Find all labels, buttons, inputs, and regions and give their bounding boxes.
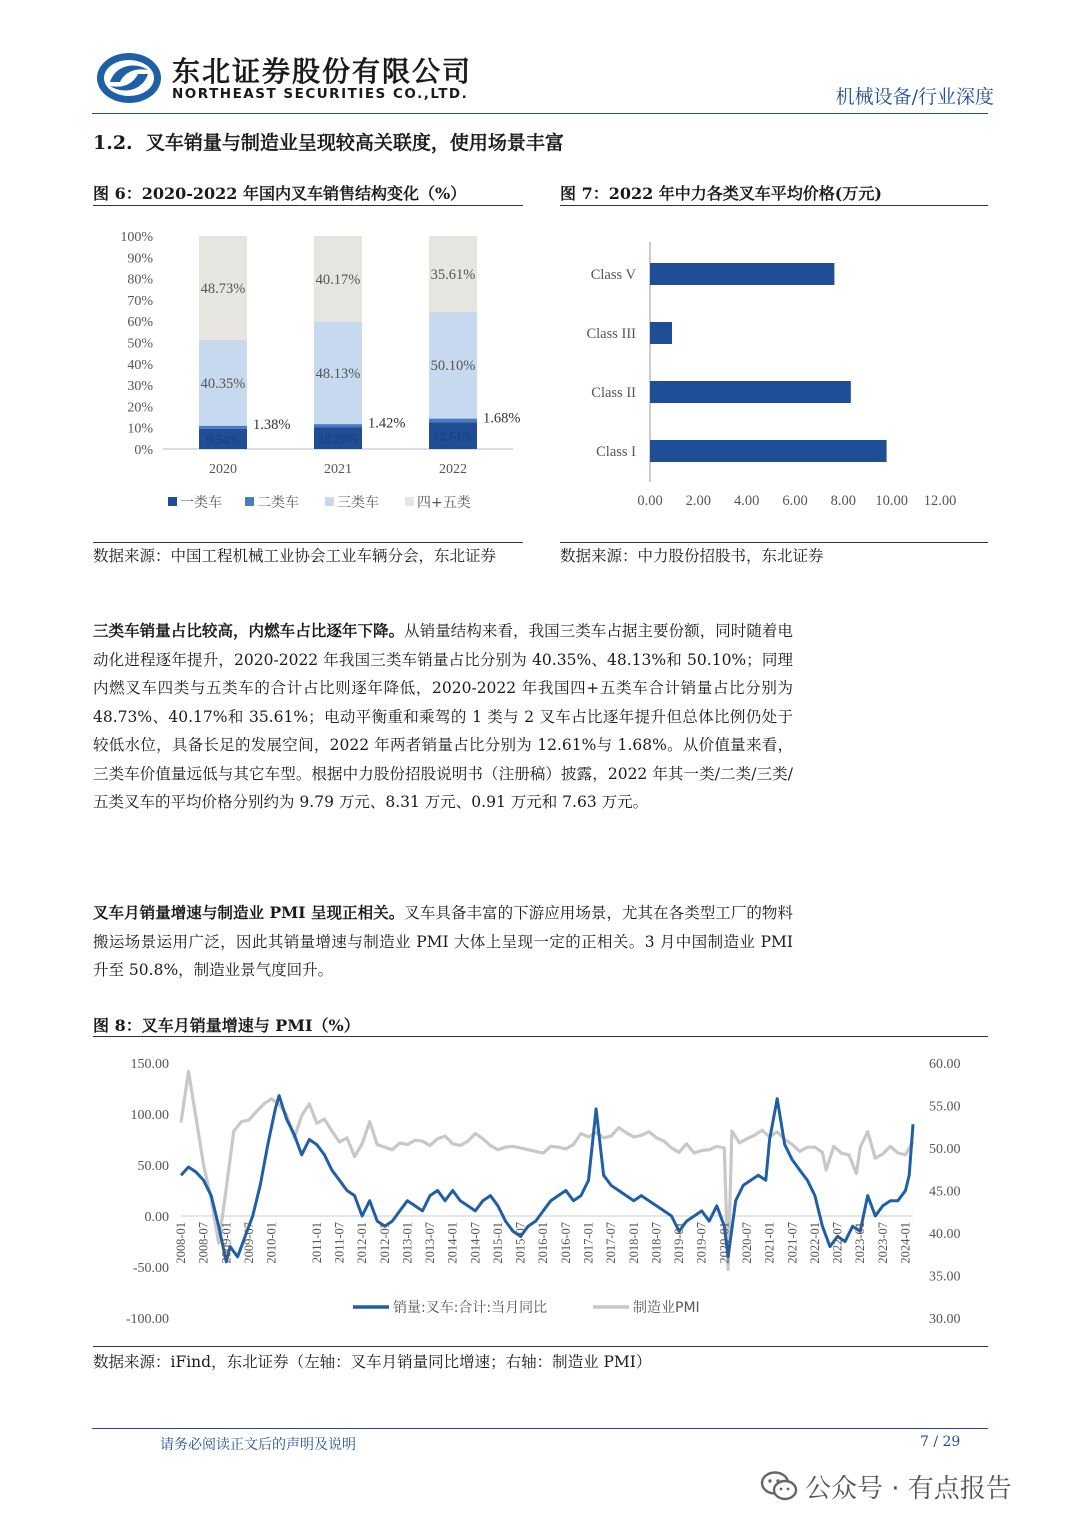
fig7-xtick-label: 0.00 xyxy=(637,493,663,509)
fig8-xtick-label: 2023-01 xyxy=(853,1222,868,1264)
fig7-category-label: Class II xyxy=(591,385,636,401)
fig8-xtick-label: 2012-01 xyxy=(355,1222,370,1264)
fig6-legend-swatch xyxy=(168,497,177,506)
fig7-source: 数据来源：中力股份招股书，东北证券 xyxy=(560,547,824,565)
fig7-category-label: Class I xyxy=(596,444,636,460)
fig8-xtick-label: 2009-01 xyxy=(219,1222,234,1264)
fig8-xtick-label: 2011-01 xyxy=(309,1222,324,1264)
footer-disclaimer: 请务必阅读正文后的声明及说明 xyxy=(160,1437,356,1453)
fig7-bottom-rule xyxy=(560,542,988,543)
company-name-en: NORTHEAST SECURITIES CO.,LTD. xyxy=(172,86,469,102)
fig6-ytick-label: 0% xyxy=(134,443,153,458)
fig6-category-label: 2022 xyxy=(439,462,467,477)
paragraph-pmi-lead: 叉车月销量增速与制造业 PMI 呈现正相关。 xyxy=(93,903,405,922)
fig6-ytick-label: 30% xyxy=(127,379,153,395)
fig7-category-label: Class III xyxy=(586,326,636,342)
fig8-xtick-label: 2020-01 xyxy=(717,1222,732,1264)
fig7-bar xyxy=(650,381,851,403)
fig6-legend-swatch xyxy=(405,497,414,506)
fig6-data-label: 1.68% xyxy=(483,410,521,427)
fig7-bar xyxy=(650,263,834,285)
fig6-category-label: 2020 xyxy=(209,462,237,477)
paragraph-pmi xyxy=(93,899,793,985)
fig6-bottom-rule xyxy=(93,542,523,543)
fig6-ytick-label: 60% xyxy=(127,315,153,331)
fig7-xtick-label: 2.00 xyxy=(685,493,712,509)
fig6-data-label: 48.73% xyxy=(200,280,246,297)
fig8-chart xyxy=(93,1042,988,1342)
fig6-ytick-label: 100% xyxy=(120,230,153,245)
fig8-xtick-label: 2013-01 xyxy=(400,1222,415,1264)
fig7-xtick-label: 8.00 xyxy=(830,493,857,509)
fig6-data-label: 48.13% xyxy=(315,365,361,382)
fig8-xtick-label: 2018-07 xyxy=(649,1222,664,1264)
fig7-xtick-label: 10.00 xyxy=(875,493,908,509)
fig7-bar xyxy=(650,440,887,462)
fig6-ytick-label: 70% xyxy=(127,293,153,309)
fig8-xtick-label: 2022-07 xyxy=(830,1222,845,1264)
fig8-right-ytick-label: 40.00 xyxy=(929,1227,961,1242)
paragraph-structure-lead: 三类车销量占比较高，内燃车占比逐年下降。 xyxy=(93,621,405,640)
fig8-xtick-label: 2024-01 xyxy=(898,1222,913,1264)
fig8-xtick-label: 2022-01 xyxy=(807,1222,822,1264)
fig8-xtick-label: 2011-07 xyxy=(332,1222,347,1264)
fig6-legend-label: 一类车 xyxy=(180,495,222,511)
section-title: 1.2. 叉车销量与制造业呈现较高关联度，使用场景丰富 xyxy=(93,132,564,154)
paragraph-pmi-body: 叉车具备丰富的下游应用场景，尤其在各类型工厂的物料搬运场景运用广泛，因此其销量增速与制造业 PMI 大体上呈现一定的正相关。3 月中国制造业 PMI 升至 50.8%，制造业景气度回升。 xyxy=(93,904,793,979)
fig8-xtick-label: 2019-07 xyxy=(694,1222,709,1264)
fig7-xtick-label: 6.00 xyxy=(782,493,808,509)
fig8-xtick-label: 2012-07 xyxy=(377,1222,392,1264)
company-name-cn: 东北证券股份有限公司 xyxy=(172,55,473,88)
fig6-ytick-label: 80% xyxy=(127,272,153,288)
header-divider xyxy=(92,113,988,114)
fig8-legend-pmi-label: 制造业PMI xyxy=(633,1300,700,1316)
fig6-data-label: 9.54% xyxy=(206,431,240,447)
fig8-xtick-label: 2019-01 xyxy=(672,1222,687,1264)
fig8-left-ytick-label: 150.00 xyxy=(130,1057,169,1072)
fig6-bar-1 xyxy=(429,419,477,423)
company-logo xyxy=(96,52,162,104)
fig7-xtick-label: 4.00 xyxy=(733,493,760,509)
fig6-data-label: 1.42% xyxy=(368,415,406,432)
fig8-bottom-rule xyxy=(93,1346,988,1347)
fig6-ytick-label: 50% xyxy=(127,336,153,352)
fig6-data-label: 40.35% xyxy=(200,375,246,392)
fig8-title: 图 8：叉车月销量增速与 PMI（%） xyxy=(93,1016,360,1035)
fig6-ytick-label: 10% xyxy=(127,421,153,437)
fig6-title: 图 6：2020-2022 年国内叉车销售结构变化（%） xyxy=(93,184,467,203)
fig6-data-label: 12.61% xyxy=(432,428,474,444)
fig8-right-ytick-label: 30.00 xyxy=(929,1312,961,1327)
fig6-legend-label: 三类车 xyxy=(337,495,379,511)
fig8-xtick-label: 2015-07 xyxy=(513,1222,528,1264)
header-category: 机械设备/行业深度 xyxy=(835,86,994,108)
fig8-right-ytick-label: 55.00 xyxy=(929,1099,961,1115)
paragraph-structure-body: 从销量结构来看，我国三类车占据主要份额，同时随着电动化进程逐年提升，2020-2022 年我国三类车销量占比分别为 40.35%、48.13%和 50.10%；同理内燃叉车四类与五类车的合计占比则逐年降低，2020-2022 年我国四+五类车合计销量占比分别为 48.73%、40.17%和 35.61%；电动平衡重和乘驾的 1 类与 2 叉车占比逐年提升但总体比例仍处于较低水位，具备长足的发展空间，2022 年两者销量占比分别为 12.61%与 1.68%。从价值量来看，三类车价值量远低与其它车型。根据中力股份招股说明书（注册稿）披露，2022 年其一类/二类/三类/五类叉车的平均价格分别约为 9.79 万元、8.31 万元、0.91 万元和 7.63 万元。 xyxy=(93,622,793,811)
fig7-bar xyxy=(650,322,672,344)
fig8-xtick-label: 2014-01 xyxy=(445,1222,460,1264)
fig8-left-ytick-label: 0.00 xyxy=(144,1210,169,1225)
wechat-icon xyxy=(760,1470,798,1502)
fig6-chart xyxy=(93,210,528,540)
fig7-chart xyxy=(560,210,988,540)
fig8-source: 数据来源：iFind，东北证券（左轴：叉车月销量同比增速；右轴：制造业 PMI） xyxy=(93,1353,652,1371)
fig8-legend-sales-label: 销量:叉车:合计:当月同比 xyxy=(393,1300,548,1316)
fig8-xtick-label: 2010-01 xyxy=(264,1222,279,1264)
fig8-xtick-label: 2021-07 xyxy=(785,1222,800,1264)
fig8-left-ytick-label: -100.00 xyxy=(125,1312,169,1327)
fig8-xtick-label: 2020-07 xyxy=(739,1222,754,1264)
fig6-bar-1 xyxy=(199,426,247,429)
fig6-legend-swatch xyxy=(245,497,254,506)
fig8-left-ytick-label: -50.00 xyxy=(132,1261,169,1276)
fig6-legend-label: 二类车 xyxy=(257,495,299,511)
footer-divider xyxy=(92,1428,988,1429)
fig8-xtick-label: 2021-01 xyxy=(762,1222,777,1264)
fig7-xtick-label: 12.00 xyxy=(923,493,957,509)
fig6-data-label: 40.17% xyxy=(315,271,361,288)
fig8-xtick-label: 2016-01 xyxy=(536,1222,551,1264)
fig6-top-rule xyxy=(93,205,523,206)
fig8-xtick-label: 2017-01 xyxy=(581,1222,596,1264)
fig6-ytick-label: 40% xyxy=(127,357,153,373)
fig8-xtick-label: 2023-07 xyxy=(875,1222,890,1264)
fig7-category-label: Class V xyxy=(590,267,636,283)
fig8-xtick-label: 2016-07 xyxy=(558,1222,573,1264)
fig8-xtick-label: 2013-07 xyxy=(423,1222,438,1264)
fig6-data-label: 50.10% xyxy=(430,358,476,375)
fig8-left-ytick-label: 100.00 xyxy=(130,1108,169,1123)
fig8-xtick-label: 2008-01 xyxy=(174,1222,188,1264)
fig6-ytick-label: 20% xyxy=(127,400,153,416)
fig8-left-ytick-label: 50.00 xyxy=(137,1159,169,1174)
fig8-top-rule xyxy=(93,1036,988,1037)
fig8-xtick-label: 2009-07 xyxy=(241,1222,256,1264)
fig7-title: 图 7：2022 年中力各类叉车平均价格(万元) xyxy=(560,184,882,203)
fig8-right-ytick-label: 50.00 xyxy=(929,1142,961,1157)
fig6-category-label: 2021 xyxy=(324,462,352,477)
fig6-data-label: 10.28% xyxy=(317,431,359,447)
paragraph-structure xyxy=(93,617,793,817)
fig8-xtick-label: 2008-07 xyxy=(196,1222,211,1264)
fig6-legend-label: 四+五类 xyxy=(417,495,471,511)
fig7-top-rule xyxy=(560,205,988,206)
logo-icon xyxy=(96,52,162,104)
fig8-right-ytick-label: 35.00 xyxy=(929,1269,961,1285)
fig6-legend-swatch xyxy=(325,497,334,506)
fig8-right-ytick-label: 45.00 xyxy=(929,1184,961,1200)
watermark-text: 公众号 · 有点报告 xyxy=(805,1474,1012,1504)
fig6-data-label: 35.61% xyxy=(430,266,476,283)
fig8-xtick-label: 2014-07 xyxy=(468,1222,483,1264)
fig8-xtick-label: 2015-01 xyxy=(490,1222,505,1264)
fig6-bar-1 xyxy=(314,424,362,427)
fig8-xtick-label: 2018-01 xyxy=(626,1222,641,1264)
fig6-source: 数据来源：中国工程机械工业协会工业车辆分会，东北证券 xyxy=(93,547,497,565)
fig6-data-label: 1.38% xyxy=(253,417,291,434)
fig6-ytick-label: 90% xyxy=(127,251,153,267)
fig8-right-ytick-label: 60.00 xyxy=(929,1057,961,1072)
fig8-xtick-label: 2017-07 xyxy=(604,1222,619,1264)
page-number: 7 / 29 xyxy=(920,1434,961,1450)
